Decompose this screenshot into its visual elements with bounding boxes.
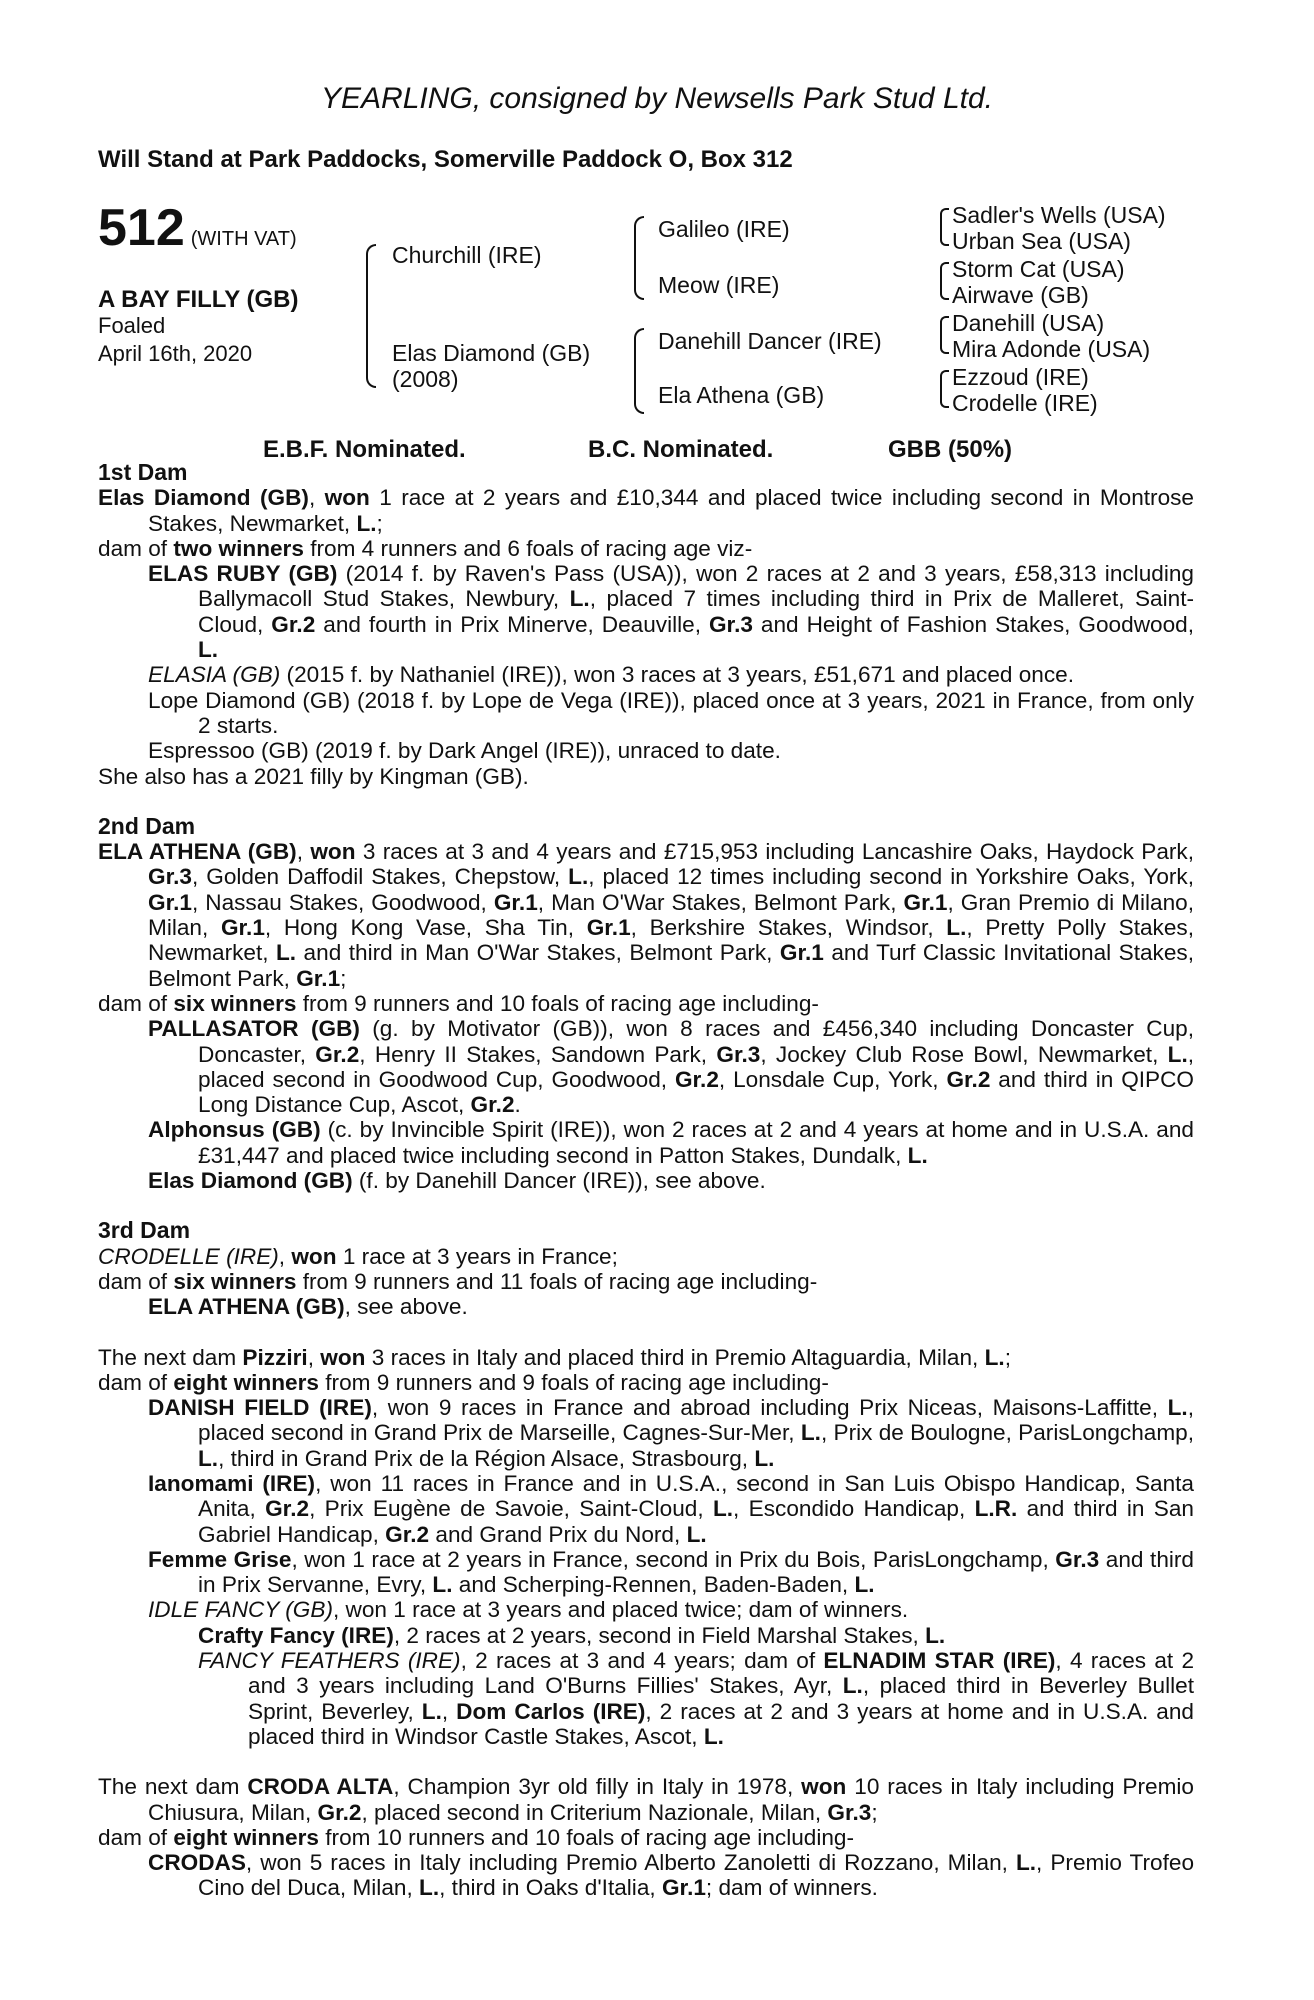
produce-subentry: FANCY FEATHERS (IRE), 2 races at 3 and 4 years; dam of ELNADIM STAR (IRE), 4 races at 2 and 3 years including Land O'Burns Fillies' Stakes, Ayr, L., placed third in Beverley Bullet Sprint, Beverley, L., Dom Carlos (IRE), 2 races at 2 and 3 years at home and in U.S.A. and placed third in Windsor Castle Stakes, Ascot, L. [198,1648,1195,1749]
consignment-line: YEARLING, consigned by Newsells Park Stud Ltd. [321,82,993,115]
dam-produce-summary: dam of eight winners from 10 runners and 10 foals of racing age including- [98,1824,855,1850]
dam-sire-name: Danehill Dancer (IRE) [658,328,882,354]
produce-entry: Alphonsus (GB) (c. by Invincible Spirit (IRE)), won 2 races at 2 and 4 years at home and in U.S.A. and £31,447 and placed twice including second in Patton Stakes, Dundalk, L. [148,1117,1194,1168]
lot-number: 512 [98,199,185,257]
pedigree-brace-g2 [940,262,949,300]
produce-note: She also has a 2021 filly by Kingman (GB). [98,763,529,789]
produce-entry: DANISH FIELD (IRE), won 9 races in France and abroad including Prix Niceas, Maisons-Laffitte, L., placed second in Grand Prix de Marseille, Cagnes-Sur-Mer, L., Prix de Boulogne, ParisLongchamp, L., third in Grand Prix de la Région Alsace, Strasbourg, L. [148,1395,1194,1471]
dam-year: (2008) [392,366,459,392]
pedigree-brace-dam [634,328,644,414]
produce-entry: Femme Grise, won 1 race at 2 years in France, second in Prix du Bois, ParisLongchamp, Gr.3 and third in Prix Servanne, Evry, L. and Scherping-Rennen, Baden-Baden, L. [148,1546,1194,1598]
grandsire-7: Ezzoud (IRE) [952,364,1089,390]
section-heading-1st-dam: 1st Dam [98,459,188,485]
produce-entry: ELA ATHENA (GB), see above. [148,1294,468,1320]
dam-produce-summary: dam of eight winners from 9 runners and 9 foals of racing age including- [98,1369,829,1395]
produce-entry: IDLE FANCY (GB), won 1 race at 3 years and placed twice; dam of winners. [148,1597,909,1623]
grandsire-4: Airwave (GB) [952,282,1089,308]
foaled-info [98,312,252,368]
section-heading-2nd-dam: 2nd Dam [98,812,196,839]
dam-record: CRODELLE (IRE), won 1 race at 3 years in France; [98,1243,618,1269]
next-dam-record: The next dam CRODA ALTA, Champion 3yr old filly in Italy in 1978, won 10 races in Italy including Premio Chiusura, Milan, Gr.2, placed second in Criterium Nazionale, Milan, Gr.3; [98,1774,1194,1825]
vat-label: (WITH VAT) [190,228,297,250]
foaled-label: Foaled [98,313,166,338]
produce-entry: PALLASATOR (GB) (g. by Motivator (GB)), won 8 races and £456,340 including Doncaster Cup, Doncaster, Gr.2, Henry II Stakes, Sandown Park, Gr.3, Jockey Club Rose Bowl, Newmarket, L., placed second in Goodwood Cup, Goodwood, Gr.2, Lonsdale Cup, York, Gr.2 and third in QIPCO Long Distance Cup, Ascot, Gr.2. [148,1016,1195,1118]
dam-name: Elas Diamond (GB) [392,340,591,366]
dam-dam-name: Ela Athena (GB) [658,382,825,408]
grandsire-5: Danehill (USA) [952,310,1105,336]
next-dam-record: The next dam Pizziri, won 3 races in Italy and placed third in Premio Altaguardia, Milan, L.; [98,1344,1011,1370]
dam-produce-summary: dam of six winners from 9 runners and 10 foals of racing age including- [98,990,819,1016]
grandsire-1: Sadler's Wells (USA) [952,202,1166,228]
section-heading-3rd-dam: 3rd Dam [98,1217,191,1244]
dam-produce-summary: dam of two winners from 4 runners and 6 foals of racing age viz- [98,535,753,561]
produce-entry: Lope Diamond (GB) (2018 f. by Lope de Vega (IRE)), placed once at 3 years, 2021 in France, from only 2 starts. [148,687,1194,738]
grandsire-3: Storm Cat (USA) [952,256,1125,282]
produce-entry: ELAS RUBY (GB) (2014 f. by Raven's Pass (USA)), won 2 races at 2 and 3 years, £58,313 including Ballymacoll Stud Stakes, Newbury, L., placed 7 times including third in Prix de Malleret, Saint-Cloud, Gr.2 and fourth in Prix Minerve, Deauville, Gr.3 and Height of Fashion Stakes, Goodwood, L. [148,561,1194,663]
pedigree-brace-g3 [940,316,949,354]
produce-entry: CRODAS, won 5 races in Italy including Premio Alberto Zanoletti di Rozzano, Milan, L., Premio Trofeo Cino del Duca, Milan, L., third in Oaks d'Italia, Gr.1; dam of winners. [148,1850,1195,1901]
gbb-rating: GBB (50%) [888,436,1013,463]
grandsire-6: Mira Adonde (USA) [952,336,1151,362]
ebf-nominated: E.B.F. Nominated. [263,436,466,463]
bc-nominated: B.C. Nominated. [588,436,774,463]
pedigree-brace-main [366,244,376,388]
pedigree-body [98,460,1194,1901]
produce-entry: Ianomami (IRE), won 11 races in France and in U.S.A., second in San Luis Obispo Handicap, Santa Anita, Gr.2, Prix Eugène de Savoie, Saint-Cloud, L., Escondido Handicap, L.R. and third in San Gabriel Handicap, Gr.2 and Grand Prix du Nord, L. [148,1470,1195,1547]
dam-record: ELA ATHENA (GB), won 3 races at 3 and 4 years and £715,953 including Lancashire Oaks, Haydock Park, Gr.3, Golden Daffodil Stakes, Chepstow, L., placed 12 times including second in Yorkshire Oaks, York, Gr.1, Nassau Stakes, Goodwood, Gr.1, Man O'War Stakes, Belmont Park, Gr.1, Gran Premio di Milano, Milan, Gr.1, Hong Kong Vase, Sha Tin, Gr.1, Berkshire Stakes, Windsor, L., Pretty Polly Stakes, Newmarket, L. and third in Man O'War Stakes, Belmont Park, Gr.1 and Turf Classic Invitational Stakes, Belmont Park, Gr.1; [98,839,1195,991]
lot-number-block [98,199,297,257]
pedigree-brace-g4 [940,370,949,408]
foaled-date: April 16th, 2020 [98,341,253,366]
pedigree-brace-g1 [940,208,949,246]
dam-produce-summary: dam of six winners from 9 runners and 11 foals of racing age including- [98,1268,818,1294]
lot-title: A BAY FILLY (GB) [98,286,299,313]
grandsire-2: Urban Sea (USA) [952,228,1131,254]
produce-entry: Elas Diamond (GB) (f. by Danehill Dancer (IRE)), see above. [148,1168,766,1194]
pedigree-brace-sire [634,216,644,300]
sire-dam-name: Meow (IRE) [658,272,780,298]
produce-subentry: Crafty Fancy (IRE), 2 races at 2 years, second in Field Marshal Stakes, L. [198,1622,946,1648]
grandsire-8: Crodelle (IRE) [952,390,1098,416]
dam-record: Elas Diamond (GB), won 1 race at 2 years and £10,344 and placed twice including second in Montrose Stakes, Newmarket, L.; [98,485,1194,536]
produce-entry: ELASIA (GB) (2015 f. by Nathaniel (IRE)), won 3 races at 3 years, £51,671 and placed once. [148,662,1075,688]
sire-sire-name: Galileo (IRE) [658,216,790,242]
produce-entry: Espressoo (GB) (2019 f. by Dark Angel (IRE)), unraced to date. [148,738,781,764]
stand-location: Will Stand at Park Paddocks, Somerville Paddock O, Box 312 [98,146,793,173]
sire-name: Churchill (IRE) [392,242,542,268]
